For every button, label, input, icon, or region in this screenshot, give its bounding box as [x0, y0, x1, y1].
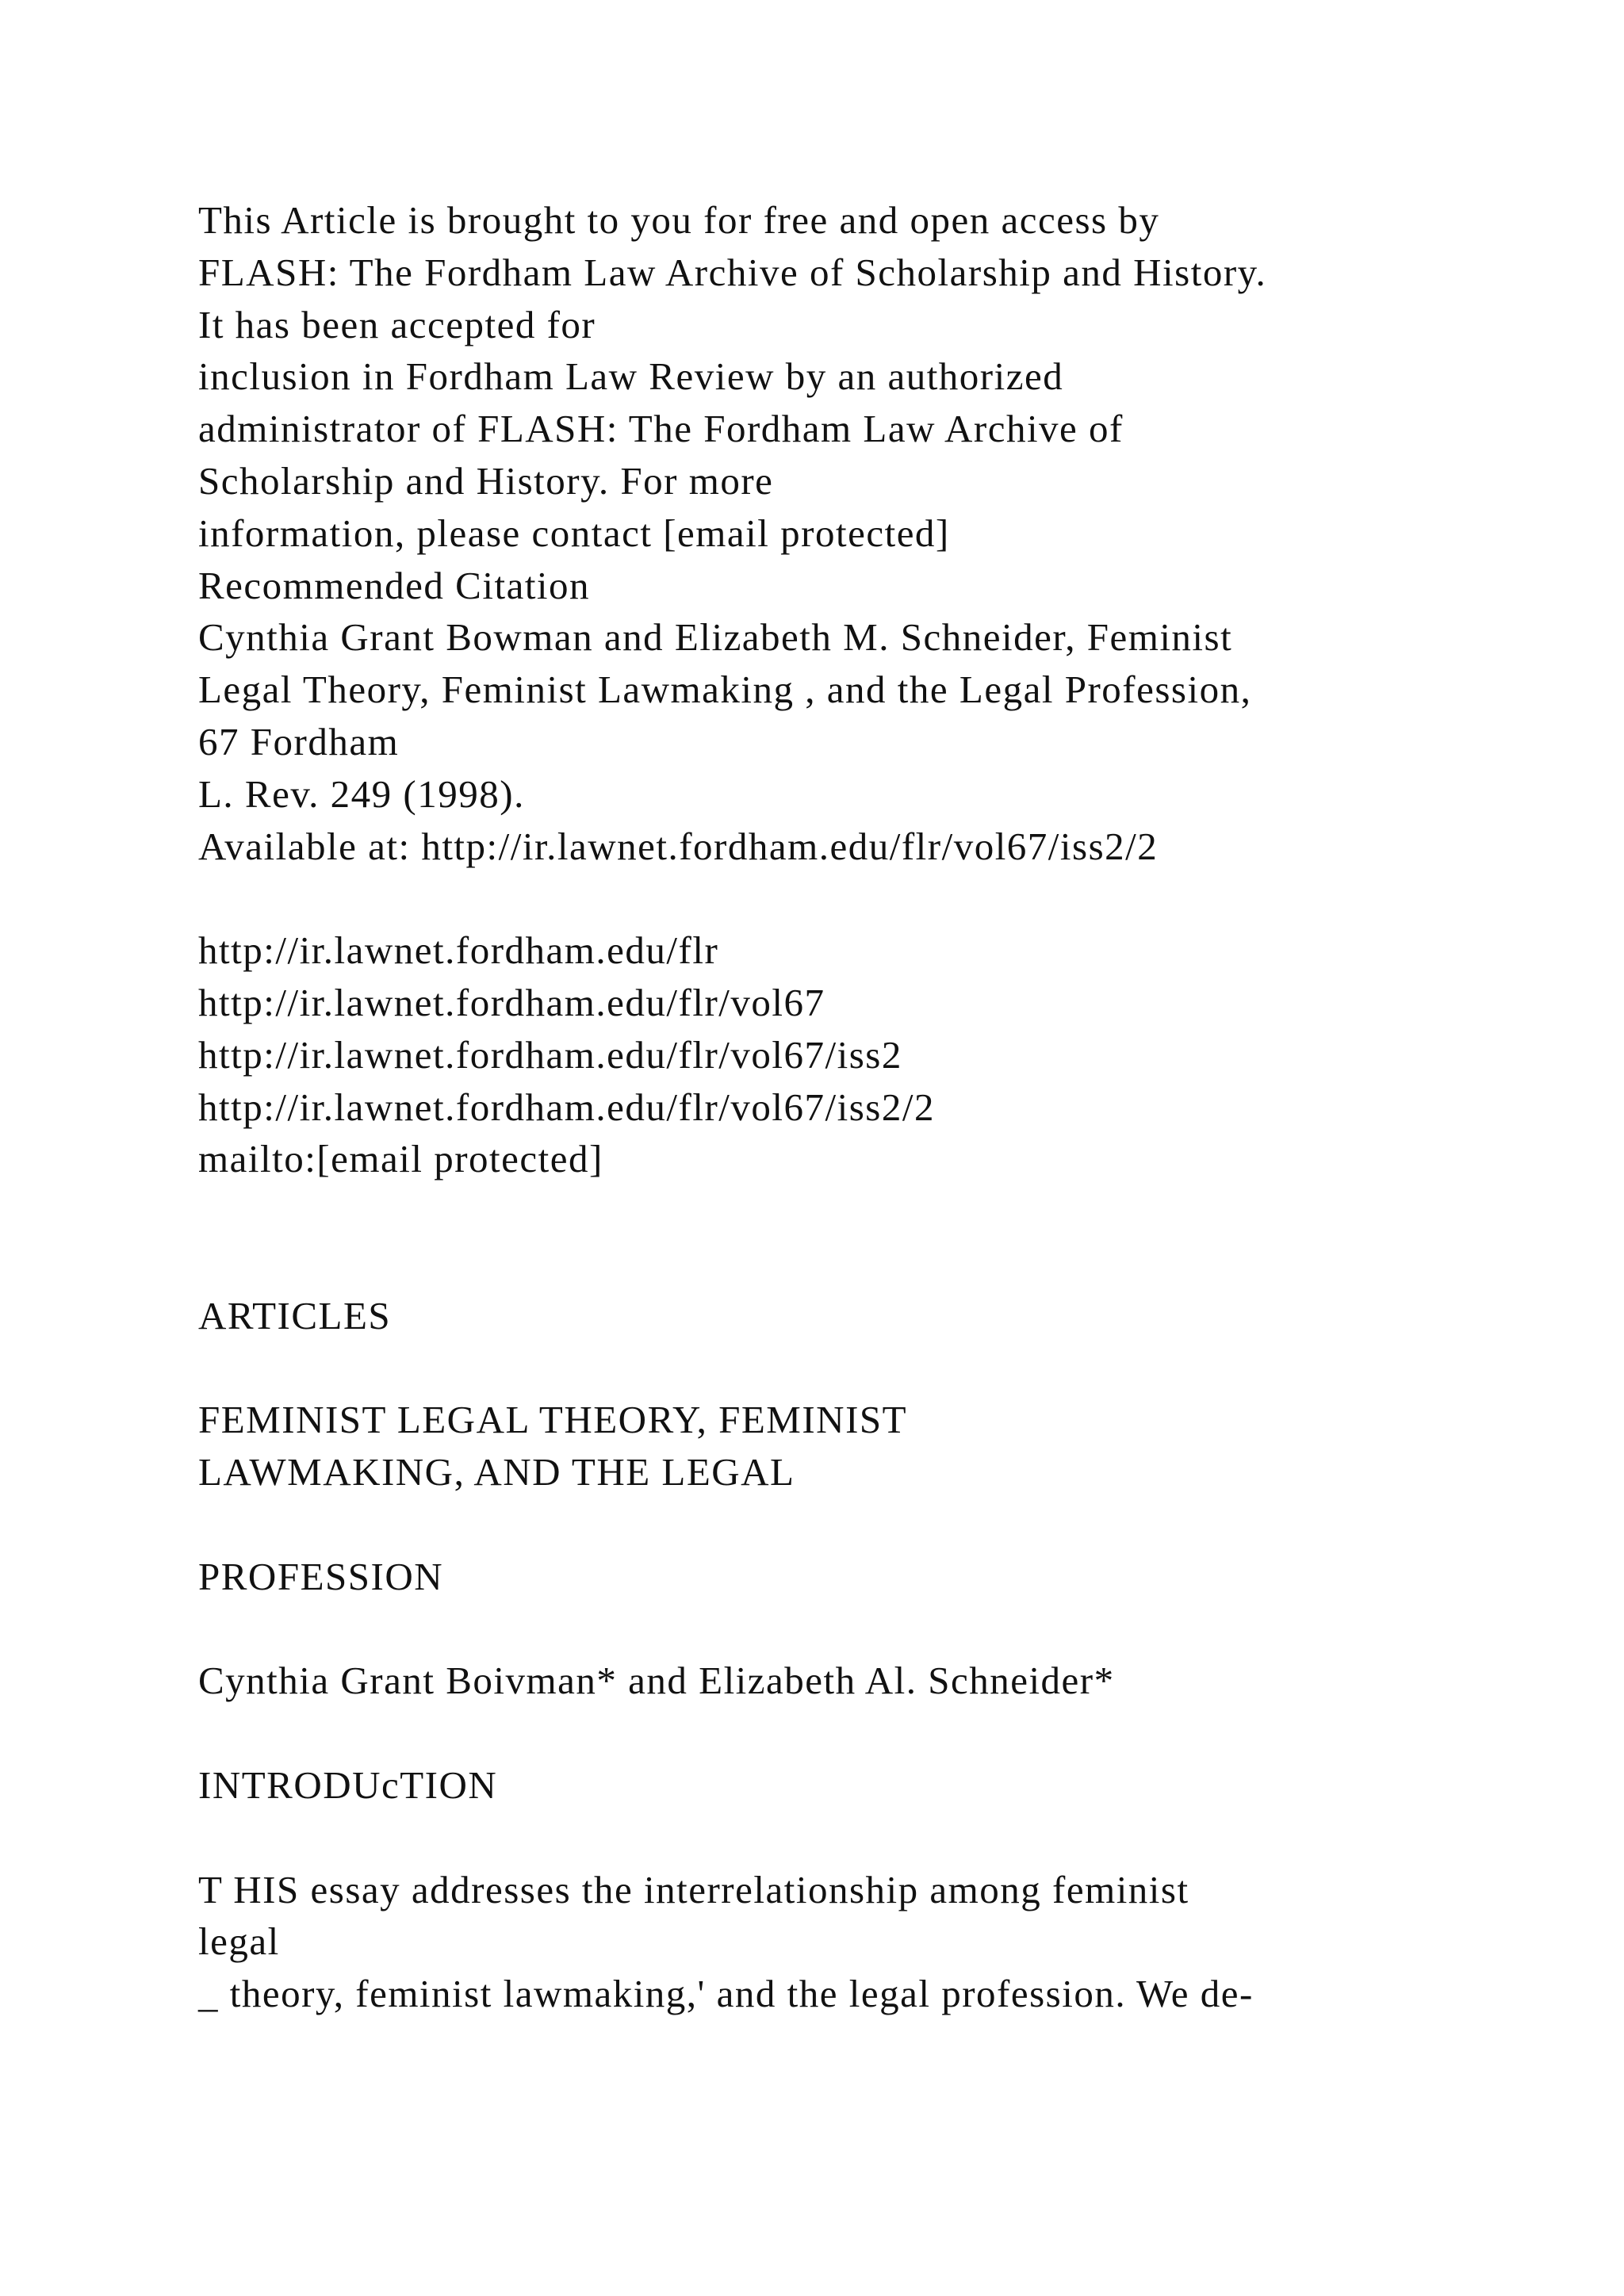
link-line: http://ir.lawnet.fordham.edu/flr/vol67/iss2/2 [198, 1085, 935, 1129]
introduction-heading: INTRODUcTION [198, 1762, 498, 1807]
spacer [198, 1498, 1507, 1551]
article-title-line: LAWMAKING, AND THE LEGAL [198, 1450, 795, 1494]
link-line: http://ir.lawnet.fordham.edu/flr/vol67/iss2 [198, 1032, 902, 1077]
citation-line: Legal Theory, Feminist Lawmaking , and the Legal Profession, [198, 668, 1252, 712]
article-title-line: FEMINIST LEGAL THEORY, FEMINIST [198, 1398, 908, 1442]
spacer [198, 1812, 1507, 1864]
link-line: http://ir.lawnet.fordham.edu/flr/vol67 [198, 980, 825, 1024]
document-text [198, 194, 1507, 2020]
spacer [198, 1707, 1507, 1759]
link-line: mailto:[email protected] [198, 1137, 603, 1181]
access-notice-line: This Article is brought to you for free and open access by [198, 198, 1160, 242]
link-line: http://ir.lawnet.fordham.edu/flr [198, 928, 719, 973]
spacer [198, 1603, 1507, 1655]
citation-line: L. Rev. 249 (1998). [198, 771, 525, 816]
access-notice-line: information, please contact [email protected] [198, 511, 950, 555]
body-text-line: legal [198, 1919, 280, 1964]
spacer [198, 1185, 1507, 1238]
access-notice-line: Scholarship and History. For more [198, 458, 774, 503]
spacer [198, 1238, 1507, 1290]
body-text-line: _ theory, feminist lawmaking,' and the legal profession. We de- [198, 1972, 1254, 2016]
citation-line: 67 Fordham [198, 719, 400, 763]
spacer [198, 872, 1507, 924]
section-label: ARTICLES [198, 1293, 392, 1337]
article-authors: Cynthia Grant Boivman* and Elizabeth Al. Schneider* [198, 1659, 1115, 1703]
citation-heading: Recommended Citation [198, 563, 591, 607]
spacer [198, 1342, 1507, 1395]
access-notice-line: inclusion in Fordham Law Review by an authorized [198, 354, 1064, 399]
citation-line: Cynthia Grant Bowman and Elizabeth M. Schneider, Feminist [198, 615, 1233, 660]
access-notice-line: administrator of FLASH: The Fordham Law Archive of [198, 407, 1124, 451]
access-notice-line: It has been accepted for [198, 302, 596, 346]
citation-available-at: Available at: http://ir.lawnet.fordham.edu/flr/vol67/iss2/2 [198, 824, 1159, 868]
access-notice-line: FLASH: The Fordham Law Archive of Scholarship and History. [198, 250, 1267, 294]
article-title-line: PROFESSION [198, 1554, 444, 1598]
body-text-line: T HIS essay addresses the interrelationship among feminist [198, 1867, 1189, 1911]
